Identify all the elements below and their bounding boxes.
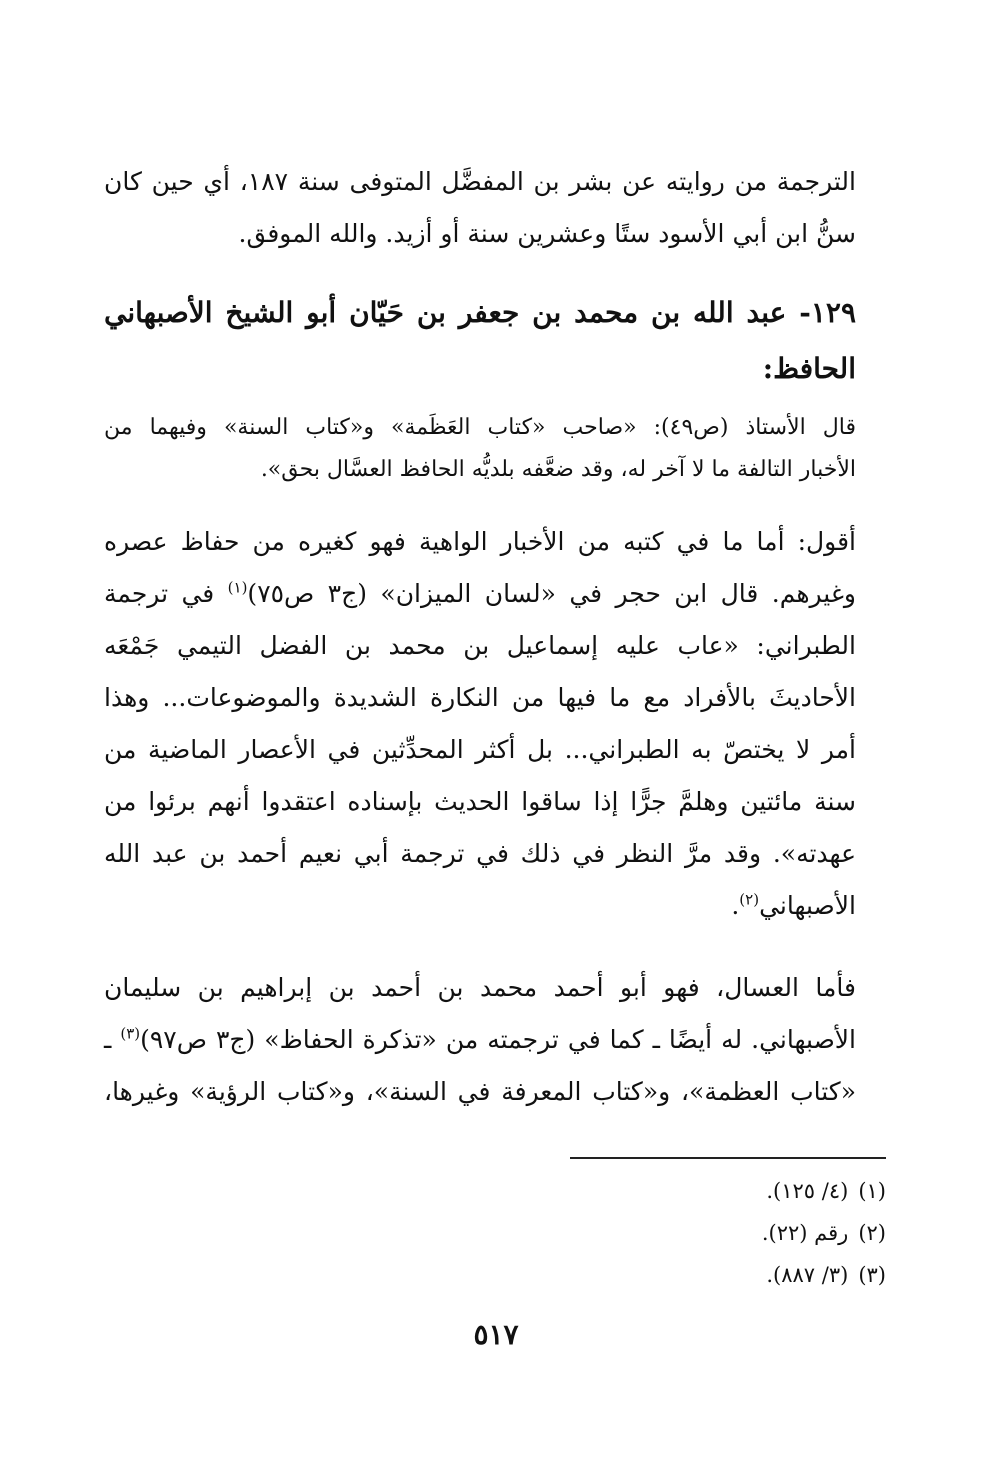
text-segment: . (731, 891, 740, 920)
text-line: عهدته». وقد مرَّ النظر في ذلك في ترجمة أبي نعيم أحمد بن عبد الله (104, 839, 856, 868)
text-line: «كتاب العظمة»، و«كتاب المعرفة في السنة»، و«كتاب الرؤية» وغيرها، (104, 1077, 856, 1106)
text-line: قال الأستاذ (ص٤٩): «صاحب «كتاب العَظَمة» و«كتاب السنة» وفيهما من (104, 415, 856, 440)
text-line: أمر لا يختصّ به الطبراني... بل أكثر المحدِّثين في الأعصار الماضية من (104, 735, 856, 764)
footnote-number: (٣) (858, 1263, 886, 1287)
quoted-paragraph (104, 407, 856, 491)
footnote-divider (570, 1157, 886, 1159)
entry-heading (104, 285, 856, 397)
footnote-marker: (١) (227, 578, 248, 597)
text-line (104, 880, 856, 932)
text-line (104, 1014, 856, 1066)
text-segment: ـ (104, 1025, 121, 1054)
text-segment: الأصبهاني (759, 891, 856, 920)
text-line: الأخبار التالفة ما لا آخر له، وقد ضعَّفه بلديُّه الحافظ العسَّال بحق». (260, 457, 856, 482)
footnote-number: (١) (858, 1179, 886, 1203)
text-segment: في ترجمة (104, 579, 228, 608)
text-line: أقول: أما ما في كتبه من الأخبار الواهية فهو كغيره من حفاظ عصره (104, 527, 856, 556)
text-line: الترجمة من روايته عن بشر بن المفضَّل المتوفى سنة ١٨٧، أي حين كان (104, 167, 856, 196)
text-segment: وغيرهم. قال ابن حجر في «لسان الميزان» (ج٣ ص٧٥) (247, 579, 856, 608)
text-line: الطبراني: «عاب عليه إسماعيل بن محمد بن الفضل التيمي جَمْعَه (104, 631, 856, 660)
text-line: سنُّ ابن أبي الأسود ستًا وعشرين سنة أو أزيد. والله الموفق. (238, 219, 856, 248)
footnote-marker: (٣) (120, 1024, 141, 1043)
footnote-text: رقم (٢٢). (761, 1221, 849, 1245)
response-paragraph (104, 516, 856, 932)
text-line: سنة مائتين وهلمَّ جرًّا إذا ساقوا الحديث بإسناده اعتقدوا أنهم برئوا من (104, 787, 856, 816)
heading-line: الحافظ: (762, 352, 856, 385)
intro-paragraph (104, 156, 856, 260)
text-line (104, 568, 856, 620)
footnote (486, 1170, 886, 1212)
footnote (486, 1254, 886, 1296)
asal-paragraph (104, 962, 856, 1118)
footnote-marker: (٢) (739, 890, 760, 909)
footnotes (486, 1170, 886, 1296)
text-line: فأما العسال، فهو أبو أحمد محمد بن أحمد بن إبراهيم بن سليمان (104, 973, 856, 1002)
text-segment: الأصبهاني. له أيضًا ـ كما في ترجمته من «تذكرة الحفاظ» (ج٣ ص٩٧) (140, 1025, 857, 1054)
footnote-text: (٤/ ١٢٥). (766, 1179, 849, 1203)
heading-line: ١٢٩- عبد الله بن محمد بن جعفر بن حَيّان أبو الشيخ الأصبهاني (104, 296, 856, 329)
page-number: ٥١٧ (473, 1318, 519, 1351)
footnote-number: (٢) (858, 1221, 886, 1245)
footnote-text: (٣/ ٨٨٧). (766, 1263, 849, 1287)
text-line: الأحاديثَ بالأفراد مع ما فيها من النكارة الشديدة والموضوعات... وهذا (104, 683, 856, 712)
footnote (486, 1212, 886, 1254)
